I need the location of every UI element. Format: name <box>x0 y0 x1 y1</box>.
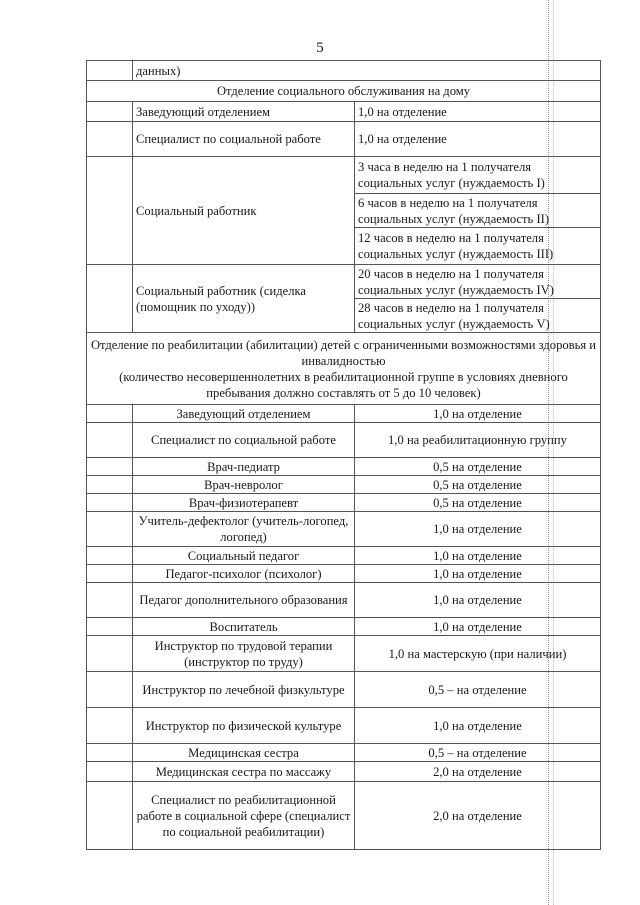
norm-cell: 20 часов в неделю на 1 получателя социальных услуг (нуждаемость IV) <box>355 265 601 299</box>
table-row <box>87 476 601 494</box>
table-row <box>87 157 601 194</box>
continuation-row <box>87 61 601 81</box>
position-cell: Медицинская сестра по массажу <box>133 762 355 782</box>
norm-cell: 1,0 на отделение <box>355 512 601 547</box>
table-row <box>87 708 601 744</box>
position-cell: Педагог дополнительного образования <box>133 583 355 618</box>
position-cell: Инструктор по лечебной физкультуре <box>133 672 355 708</box>
position-cell: Учитель-дефектолог (учитель-логопед, логопед) <box>133 512 355 547</box>
table-row <box>87 618 601 636</box>
norm-cell: 3 часа в неделю на 1 получателя социальных услуг (нуждаемость I) <box>355 157 601 194</box>
position-cell: Социальный работник (сиделка (помощник по уходу)) <box>133 265 355 333</box>
position-cell: Инструктор по физической культуре <box>133 708 355 744</box>
home-section-title: Отделение социального обслуживания на дому <box>87 81 601 102</box>
table-row <box>87 583 601 618</box>
norm-cell: 1,0 на отделение <box>355 618 601 636</box>
table-row <box>87 565 601 583</box>
norm-cell: 1,0 на отделение <box>355 405 601 423</box>
norm-cell: 1,0 на отделение <box>355 565 601 583</box>
position-cell: Социальный педагог <box>133 547 355 565</box>
table-row <box>87 405 601 423</box>
norm-cell: 1,0 на отделение <box>355 708 601 744</box>
norm-cell: 2,0 на отделение <box>355 762 601 782</box>
norm-cell: 1,0 на отделение <box>355 122 601 157</box>
position-cell: Воспитатель <box>133 618 355 636</box>
norm-cell: 1,0 на реабилитационную группу <box>355 423 601 458</box>
staff-norms-table <box>86 60 601 850</box>
norm-cell: 1,0 на отделение <box>355 583 601 618</box>
section-header-row <box>87 333 601 405</box>
norm-cell: 1,0 на отделение <box>355 102 601 122</box>
norm-cell: 1,0 на отделение <box>355 547 601 565</box>
rehab-section-subtitle: (количество несовершеннолетних в реабилитационной группе в условиях дневного пребывания должно составлять от 5 до 10 человек) <box>119 369 568 400</box>
continuation-text: данных) <box>133 61 601 81</box>
table-row <box>87 494 601 512</box>
table-row <box>87 547 601 565</box>
table-row <box>87 458 601 476</box>
norm-cell: 0,5 – на отделение <box>355 672 601 708</box>
table-row <box>87 102 601 122</box>
position-cell: Специалист по социальной работе <box>133 423 355 458</box>
table-row <box>87 672 601 708</box>
table-row <box>87 512 601 547</box>
table-row <box>87 782 601 850</box>
table-row <box>87 762 601 782</box>
norm-cell: 0,5 – на отделение <box>355 744 601 762</box>
page-number: 5 <box>316 40 324 56</box>
norm-cell: 1,0 на мастерскую (при наличии) <box>355 636 601 672</box>
norm-cell: 0,5 на отделение <box>355 458 601 476</box>
table-row <box>87 744 601 762</box>
position-cell: Социальный работник <box>133 157 355 265</box>
table-row <box>87 423 601 458</box>
position-cell: Врач-педиатр <box>133 458 355 476</box>
position-cell: Специалист по социальной работе <box>133 122 355 157</box>
rehab-section-title: Отделение по реабилитации (абилитации) детей с ограниченными возможностями здоровья и инвалидностью <box>90 337 597 368</box>
position-cell: Заведующий отделением <box>133 102 355 122</box>
norm-cell: 0,5 на отделение <box>355 476 601 494</box>
norm-cell: 6 часов в неделю на 1 получателя социальных услуг (нуждаемость II) <box>355 194 601 228</box>
norm-cell: 28 часов в неделю на 1 получателя социальных услуг (нуждаемость V) <box>355 299 601 333</box>
table-row <box>87 122 601 157</box>
norm-cell: 12 часов в неделю на 1 получателя социальных услуг (нуждаемость III) <box>355 228 601 265</box>
position-cell: Врач-физиотерапевт <box>133 494 355 512</box>
position-cell: Педагог-психолог (психолог) <box>133 565 355 583</box>
norm-cell: 2,0 на отделение <box>355 782 601 850</box>
position-cell: Заведующий отделением <box>133 405 355 423</box>
norm-cell: 0,5 на отделение <box>355 494 601 512</box>
section-header-row <box>87 81 601 102</box>
position-cell: Специалист по реабилитационной работе в социальной сфере (специалист по социальной реабилитации) <box>133 782 355 850</box>
position-cell: Инструктор по трудовой терапии (инструктор по труду) <box>133 636 355 672</box>
table-row <box>87 636 601 672</box>
table-row <box>87 265 601 299</box>
position-cell: Врач-невролог <box>133 476 355 494</box>
position-cell: Медицинская сестра <box>133 744 355 762</box>
